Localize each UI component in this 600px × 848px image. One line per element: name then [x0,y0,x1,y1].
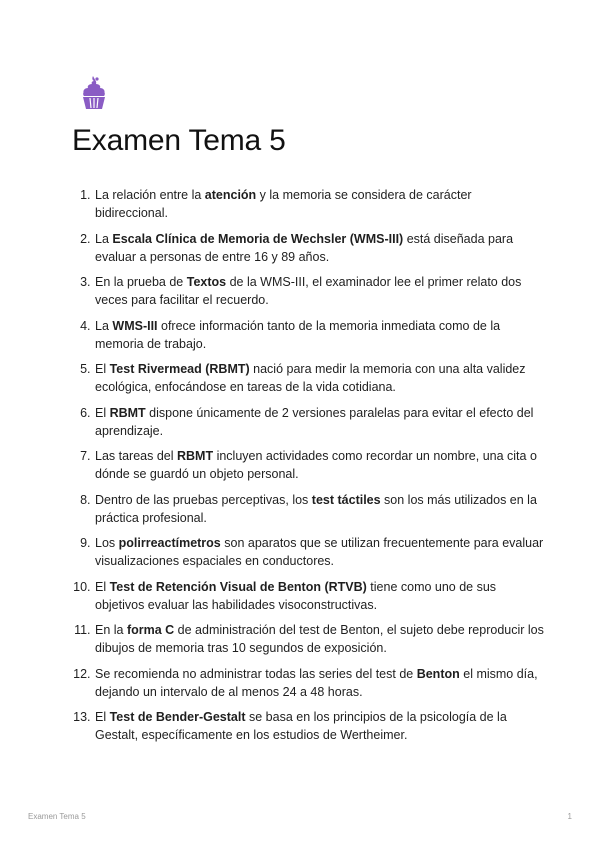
list-item [94,534,546,570]
question-keyword: Benton [416,666,460,681]
question-text: y la memoria se considera de carácter bidireccional. [95,188,472,220]
question-text: En la prueba de [95,275,187,289]
question-text: La [95,318,113,333]
footer-title: Examen Tema 5 [28,812,86,821]
question-text: está diseñada para evaluar a personas de entre 16 y 89 años. [95,231,514,264]
question-text: de la WMS-III, el examinador lee el primer relato dos veces para facilitar el recuerdo. [95,275,522,307]
question-keyword: WMS-III [112,318,158,333]
page-number: 1 [567,812,572,821]
question-text: La [95,231,113,246]
question-text: tiene como uno de sus objetivos evaluar las habilidades visoconstructivas. [95,579,497,612]
question-text: se basa en los principios de la psicología de la Gestalt, específicamente en los estudios de Wertheimer. [95,710,507,742]
list-item [94,317,546,353]
list-item [94,186,546,222]
list-item [94,273,546,309]
list-item [94,665,546,701]
list-item [94,491,546,527]
question-text: son aparatos que se utilizan frecuentemente para evaluar visualizaciones espaciales en conductores. [95,536,544,568]
question-text: dispone únicamente de 2 versiones paralelas para evitar el efecto del aprendizaje. [95,405,534,438]
list-item [94,621,546,657]
question-keyword: Test de Bender-Gestalt [109,710,246,724]
question-list [72,186,546,752]
question-keyword: Textos [186,275,227,289]
question-text: El [95,710,110,724]
question-keyword: Test Rivermead (RBMT) [109,362,250,376]
question-keyword: RBMT [177,449,214,463]
question-text: Las tareas del [95,449,177,463]
question-text: El [95,579,110,594]
question-keyword: atención [204,188,257,202]
list-item [94,578,546,614]
question-text: nació para medir la memoria con una alta validez ecológica, enfocándose en tareas de la vida cotidiana. [95,362,526,394]
question-keyword: forma C [126,623,175,637]
list-item [94,230,546,266]
question-text: El [95,405,110,420]
page-title: Examen Tema 5 [72,124,286,157]
question-text: ofrece información tanto de la memoria inmediata como de la memoria de trabajo. [95,318,501,351]
question-text: el mismo día, dejando un intervalo de al menos 24 a 48 horas. [95,666,538,699]
question-text: Se recomienda no administrar todas las series del test de [95,666,417,681]
question-text: Dentro de las pruebas perceptivas, los [95,492,312,507]
question-keyword: Escala Clínica de Memoria de Wechsler (WMS-III) [112,231,404,246]
question-text: Los [95,536,119,550]
question-keyword: test táctiles [311,492,381,507]
list-item [94,708,546,744]
list-item [94,404,546,440]
question-keyword: RBMT [109,405,146,420]
cupcake-icon [80,74,108,110]
question-text: de administración del test de Benton, el sujeto debe reproducir los dibujos de memoria tras 10 segundos de exposición. [95,623,544,655]
list-item [94,360,546,396]
question-text: son los más utilizados en la práctica profesional. [95,492,537,525]
question-keyword: Test de Retención Visual de Benton (RTVB) [109,579,367,594]
question-text: La relación entre la [95,188,205,202]
question-text: En la [95,623,127,637]
list-item [94,447,546,483]
question-text: El [95,362,110,376]
question-text: incluyen actividades como recordar un nombre, una cita o dónde se guardó un objeto personal. [95,449,537,481]
question-keyword: polirreactímetros [118,536,221,550]
